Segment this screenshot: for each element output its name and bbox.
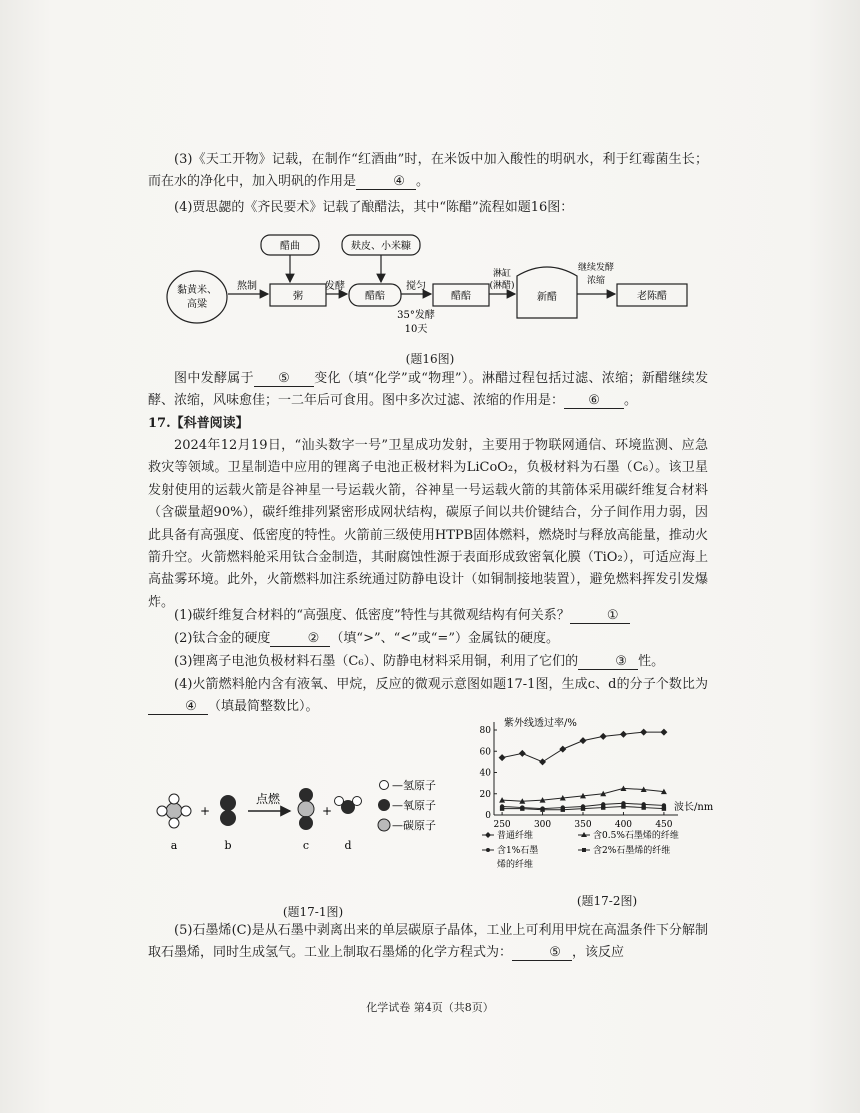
data-point	[641, 805, 645, 809]
mash-label-2: 醋醅	[451, 291, 471, 302]
data-point	[580, 737, 587, 744]
raw-material-label: 黏黄米、	[177, 285, 217, 296]
answer-blank-5[interactable]: ⑤	[254, 371, 314, 387]
data-point	[662, 806, 666, 810]
data-point	[559, 746, 566, 753]
raw-material-label: 高粱	[187, 299, 207, 310]
y-tick-label: 40	[479, 768, 491, 779]
answer-blank-17-5[interactable]: ⑤	[512, 945, 572, 961]
molecule-b	[220, 795, 236, 826]
x-tick-label: 300	[533, 820, 552, 830]
x-tick-label: 350	[574, 820, 592, 830]
question-4: (4)贾思勰的《齐民要术》记载了酿醋法，其中“陈醋”流程如题16图：	[174, 200, 574, 215]
filter-label: (淋醋)	[489, 281, 515, 291]
data-point	[499, 754, 506, 761]
data-point	[500, 806, 504, 810]
answer-blank-17-4[interactable]: ④	[148, 699, 208, 715]
answer-blank-17-3[interactable]: ③	[578, 654, 638, 670]
legend-label: 含0.5%石墨烯的纤维	[593, 831, 679, 841]
yeast-label: 醋曲	[280, 241, 300, 252]
process-label: 继续发酵	[577, 263, 615, 273]
question-17-2: (2)钛合金的硬度 ② （填“>”、“<”或“=”）金属钛的硬度。	[174, 631, 559, 646]
ferment-label: 发酵	[325, 281, 345, 292]
data-point	[561, 807, 565, 811]
porridge-label: 粥	[293, 291, 303, 302]
label-d: d	[344, 839, 352, 852]
y-tick-label: 20	[479, 789, 491, 800]
molecule-a	[157, 794, 191, 828]
legend-label: 含1%石墨	[497, 846, 539, 856]
data-point	[581, 806, 585, 810]
legend-marker	[486, 848, 490, 852]
arrow-label: 点燃	[255, 792, 281, 806]
answer-blank-17-1[interactable]: ①	[570, 608, 630, 624]
data-point	[519, 750, 526, 757]
chart-xlabel: 波长/nm	[674, 802, 714, 813]
figure-16-caption: (题16图)	[405, 352, 455, 366]
legend-marker	[485, 832, 491, 838]
data-point	[540, 807, 544, 811]
mash-label-1: 醋醅	[365, 291, 385, 302]
molecule-d	[335, 797, 362, 815]
x-tick-label: 400	[614, 820, 633, 830]
chart-ylabel: 紫外线透过率/%	[504, 718, 577, 729]
y-tick-label: 0	[485, 811, 491, 821]
data-point	[660, 729, 667, 736]
process-label: 浓缩	[586, 276, 606, 286]
vinegar-flow-diagram	[165, 228, 725, 346]
question-17-1: (1)碳纤维复合材料的“高强度、低密度”特性与其微观结构有何关系？ ①	[148, 605, 708, 627]
legend-carbon: —碳原子	[392, 819, 436, 832]
question-4-continued: 图中发酵属于 ⑤ 变化（填“化学”或“物理”）。淋醋过程包括过滤、浓缩；新醋继续发酵、浓缩，风味愈佳；一二年后可食用。图中多次过滤、浓缩的作用是： ⑥ 。	[148, 371, 708, 408]
series-line-1	[502, 732, 664, 762]
label-c: c	[302, 839, 310, 852]
legend-oxygen: —氧原子	[392, 799, 436, 812]
question-17-3: (3)锂离子电池负极材料石墨（C₆）、防静电材料采用铜，利用了它们的 ③ 性。	[174, 654, 665, 669]
question-17-heading: 17.【科普阅读】	[148, 416, 249, 431]
data-point	[621, 804, 625, 808]
label-a: a	[170, 839, 178, 852]
question-17-passage: 2024年12月19日，“汕头数字一号”卫星成功发射，主要用于物联网通信、环境监测、应急救灾等领域。卫星制造中应用的锂离子电池正极材料为LiCoO₂，负极材料为石墨（C₆）。该卫星发射使用的运载火箭是谷神星一号运载火箭，谷神星一号运载火箭的其箭体采用碳纤维复合材料（含碳量超90%），碳纤维排列紧密形成网状结构，碳原子间以共价键结合，分子间作用力弱，因此具备有高强度、低密度的特性。火箭前三级使用HTPB固体燃料，燃烧时与释放高能量，推动火箭升空。火箭燃料舱采用钛合金制造，其耐腐蚀性源于表面形成致密氧化膜（TiO₂），可适应海上高盐雾环境。此外，火箭燃料加注系统通过防静电设计（如铜制接地装置），避免燃料挥发引发爆炸。	[148, 438, 708, 610]
svg-text:+: +	[200, 804, 211, 818]
stir-label: 搅匀	[406, 281, 426, 292]
molecule-c	[298, 788, 314, 830]
legend-label: 含2%石墨烯的纤维	[593, 846, 671, 856]
legend-hydrogen: —氢原子	[392, 779, 436, 792]
data-point	[601, 805, 605, 809]
filter-label: 淋缸	[492, 269, 512, 279]
ferment-condition: 35°发酵	[397, 310, 435, 321]
x-tick-label: 250	[493, 820, 511, 830]
answer-blank-6[interactable]: ⑥	[564, 393, 624, 409]
data-point	[620, 731, 627, 738]
data-point	[600, 733, 607, 740]
uv-transmittance-chart	[474, 712, 722, 872]
raw-material-node	[167, 271, 227, 323]
old-vinegar-label: 老陈醋	[637, 291, 667, 302]
legend-label: 烯的纤维	[497, 860, 534, 870]
legend-marker	[582, 848, 586, 852]
additives-label: 麸皮、小米糠	[351, 241, 411, 252]
y-tick-label: 80	[479, 726, 491, 736]
svg-text:+: +	[322, 804, 333, 818]
question-17-4: (4)火箭燃料舱内含有液氧、甲烷，反应的微观示意图如题17-1图，生成c、d的分子个数比为④ （填最简整数比）。	[148, 674, 708, 718]
cook-label: 熬制	[237, 281, 257, 292]
question-17-5: (5)石墨烯(C)是从石墨中剥离出来的单层碳原子晶体，工业上可利用甲烷在高温条件下分解制取石墨烯，同时生成氢气。工业上制取石墨烯的化学方程式为： ⑤ ，该反应	[148, 923, 708, 960]
figure-17-2-caption: (题17-2图)	[576, 894, 638, 908]
data-point	[539, 758, 546, 765]
x-tick-label: 450	[655, 820, 673, 830]
legend-label: 普通纤维	[497, 831, 534, 841]
y-tick-label: 60	[479, 747, 491, 758]
data-point	[640, 729, 647, 736]
label-b: b	[224, 839, 232, 852]
page-footer: 化学试卷 第4页（共8页）	[366, 1001, 494, 1014]
answer-blank-17-2[interactable]: ②	[270, 631, 330, 647]
new-vinegar-label: 新醋	[537, 292, 557, 303]
data-point	[520, 806, 524, 810]
ferment-condition: 10天	[404, 324, 428, 335]
answer-blank-4[interactable]: ④	[356, 174, 416, 190]
question-3: (3)《天工开物》记载，在制作“红酒曲”时，在米饭中加入酸性的明矾水，利于红霉菌生长；而在水的净化中，加入明矾的作用是 ④ 。	[148, 152, 708, 189]
reaction-micro-diagram	[152, 775, 472, 855]
figure-17-1-caption: (题17-1图)	[282, 905, 344, 919]
